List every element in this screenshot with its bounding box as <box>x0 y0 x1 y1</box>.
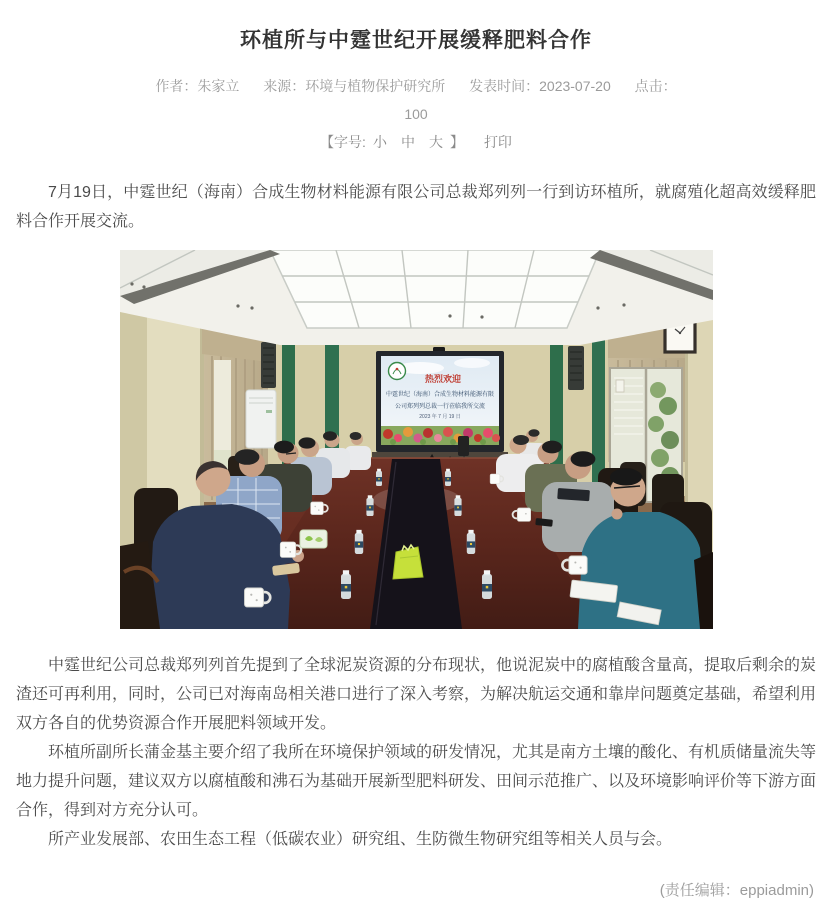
fontsize-toolbar <box>0 128 832 156</box>
water-bottle <box>366 495 373 516</box>
clicks-label: 点击： <box>634 78 677 94</box>
fontsize-suffix: 】 <box>449 134 464 150</box>
air-conditioner <box>246 390 276 448</box>
clicks-value: 100 <box>404 106 428 122</box>
screen-company-line: 中霆世纪（海南）合成生物材料能源有限 <box>385 392 494 398</box>
meeting-photo <box>120 250 713 629</box>
paragraph-2: 中霆世纪公司总裁郑列列首先提到了全球泥炭资源的分布现状，他说泥炭中的腐植酸含量高，提取后剩余的炭渣还可再利用，同时，公司已对海南岛相关港口进行了深入考察，为解决航运交通和靠岸问题奠定基础，希望利用双方各自的优势资源合作开展肥料领域开发。 <box>16 657 817 732</box>
tissue-pack <box>300 530 327 548</box>
water-bottle <box>354 530 362 554</box>
paragraph-3: 环植所副所长蒲金基主要介绍了我所在环境保护领域的研发情况，尤其是南方土壤的酸化、有机质储量流失等地力提升问题，建议双方以腐植酸和沸石为基础开展新型肥料研发、田间示范推广、以及环境影响评价等下游方面合作，得到对方充分认可。 <box>16 744 817 819</box>
laptop <box>557 488 590 501</box>
print-link[interactable]: 打印 <box>483 134 512 150</box>
date-value: 2023-07-20 <box>539 78 611 94</box>
article-meta <box>0 72 832 156</box>
fontsize-medium-link[interactable]: 中 <box>400 134 415 150</box>
institute-logo <box>388 363 405 380</box>
meta-line-1 <box>0 72 832 100</box>
author-label: 作者： <box>155 78 198 94</box>
water-bottle <box>466 530 474 554</box>
meta-line-2 <box>0 100 832 128</box>
water-bottle <box>454 495 461 516</box>
source-label: 来源： <box>263 78 306 94</box>
paragraph-1: 7月19日，中霆世纪（海南）合成生物材料能源有限公司总裁郑列列一行到访环植所，就腐殖化超高效缓释肥料合作开展交流。 <box>16 184 816 230</box>
screen-welcome: 热烈欢迎 <box>424 374 461 384</box>
water-bottle <box>445 469 451 486</box>
tv-display <box>376 347 504 452</box>
date-label: 发表时间： <box>469 78 540 94</box>
editor-note: (责任编辑：eppiadmin) <box>659 882 814 899</box>
fontsize-large-link[interactable]: 大 <box>428 134 443 150</box>
water-bottle <box>376 469 382 486</box>
wall-speaker-right <box>568 346 584 390</box>
water-bottle <box>482 570 492 599</box>
author-value: 朱家立 <box>197 78 240 94</box>
meeting-photo-canvas <box>120 250 713 629</box>
screen-date-line: 2023 年 7 月 19 日 <box>418 414 461 420</box>
screen-visit-line: 公司郑列列总裁一行莅临我所交流 <box>394 404 485 410</box>
fontsize-small-link[interactable]: 小 <box>372 134 387 150</box>
water-bottle <box>341 570 351 599</box>
paragraph-4: 所产业发展部、农田生态工程（低碳农业）研究组、生防微生物研究组等相关人员与会。 <box>48 831 673 848</box>
source-value: 环境与植物保护研究所 <box>305 78 446 94</box>
page-title: 环植所与中霆世纪开展缓释肥料合作 <box>240 29 592 52</box>
fontsize-prefix: 【字号: <box>320 134 366 150</box>
wall-speaker-left <box>261 342 276 388</box>
article-body <box>0 178 832 854</box>
screen-flower-band <box>381 426 500 445</box>
